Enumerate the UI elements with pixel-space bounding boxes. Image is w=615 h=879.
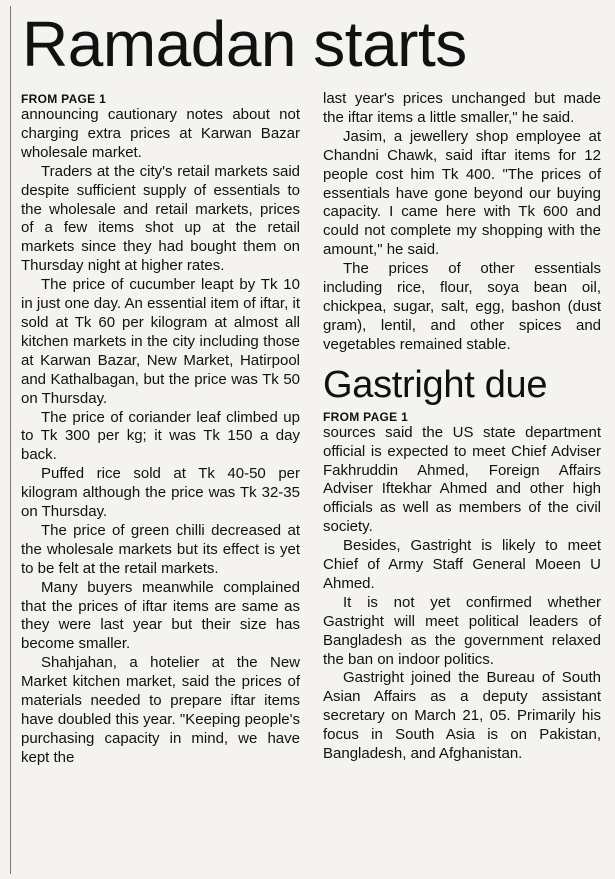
article1-from-label: FROM PAGE 1: [21, 92, 107, 106]
article1-paragraph: Puffed rice sold at Tk 40-50 per kilogram although the price was Tk 32-35 on Thursday.: [21, 465, 300, 521]
article1-paragraph: announcing cautionary notes about not charging extra prices at Karwan Bazar wholesale market.: [21, 106, 300, 161]
article2-headline: Gastright due: [323, 363, 548, 406]
article2-paragraph: Gastright joined the Bureau of South Asian Affairs as a deputy assistant secretary on March 21, 05. Primarily his focus in South Asia is on Pakistan, Bangladesh, and Afghanistan.: [323, 669, 601, 763]
right-column: [323, 90, 601, 764]
article1-paragraph: The price of coriander leaf climbed up to Tk 300 per kg; it was Tk 150 a day back.: [21, 408, 300, 464]
article1-paragraph: The price of cucumber leapt by Tk 10 in just one day. An essential item of iftar, it sold at Tk 60 per kilogram at almost all kitchen markets in the city including those at Karwan Bazar, New Market, Hatirpool and Kathalbagan, but the price was Tk 50 on Thursday.: [21, 276, 300, 407]
article2-paragraph: Besides, Gastright is likely to meet Chief of Army Staff General Moeen U Ahmed.: [323, 537, 601, 592]
article1-paragraph: Shahjahan, a hotelier at the New Market kitchen market, said the prices of materials needed to prepare iftar items have doubled this year. "Keeping people's purchasing capacity in mind, we have kept the: [21, 654, 300, 766]
article1-paragraph: Jasim, a jewellery shop employee at Chandni Chawk, said iftar items for 12 people cost him Tk 400. "The prices of essentials have gone beyond our buying capacity. I came here with Tk 600 and could not complete my shopping with the amount," he said.: [323, 127, 601, 259]
page-border-line: [10, 6, 11, 874]
article2-paragraph: It is not yet confirmed whether Gastright will meet political leaders of Bangladesh as the government relaxed the ban on indoor politics.: [323, 593, 601, 668]
article2-from-label: FROM PAGE 1: [323, 409, 409, 424]
article1-paragraph: The price of green chilli decreased at the wholesale markets but its effect is yet to be felt at the retail markets.: [21, 521, 300, 577]
article1-paragraph: Traders at the city's retail markets said despite sufficient supply of essentials to the wholesale and retail markets, prices of a few items shot up at the retail markets since they had bought them on Thursday night at higher rates.: [21, 162, 300, 275]
article2-lead: sources said the US state department official is expected to meet Chief Adviser Fakhruddin Ahmed, Foreign Affairs Adviser Iftekhar Ahmed and other high officials as well as members of the civil society.: [323, 423, 601, 536]
article1-paragraph: The prices of other essentials including rice, flour, soya bean oil, chickpea, sugar, salt, egg, bashon (dust gram), lentil, and other spices and vegetables remained stable.: [323, 260, 601, 353]
article1-headline: Ramadan starts: [22, 8, 467, 80]
article1-left-column: [21, 92, 300, 768]
article1-continuation: last year's prices unchanged but made the iftar items a little smaller," he said.: [323, 90, 601, 126]
article1-paragraph: Many buyers meanwhile complained that the prices of iftar items are same as they were last year but their size has become smaller.: [21, 578, 300, 653]
